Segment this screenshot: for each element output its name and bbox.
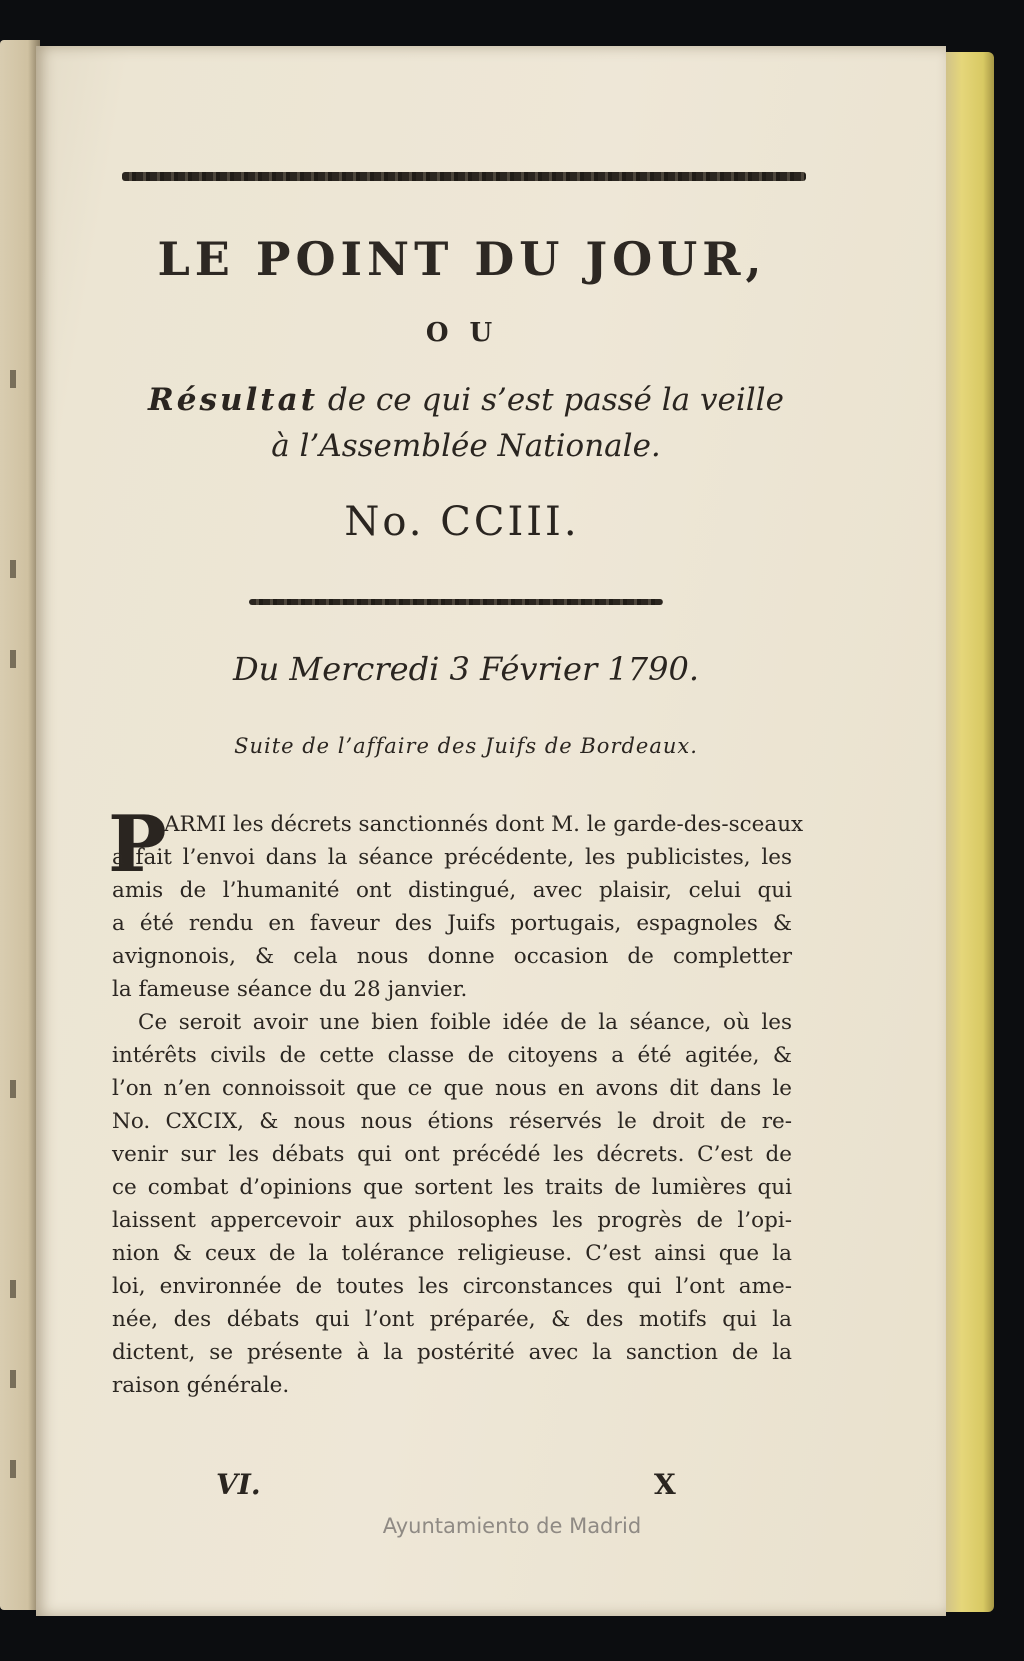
subtitle-line-1: [106, 382, 826, 418]
body-line: venir sur les débats qui ont précédé les décrets. C’est de: [112, 1142, 792, 1167]
body-line: loi, environnée de toutes les circonstances qui l’ont ame-: [112, 1274, 792, 1299]
newspaper-title: LE POINT DU JOUR,: [157, 232, 767, 286]
body-line: Ce seroit avoir une bien foible idée de la séance, où les: [138, 1010, 792, 1035]
body-line: No. CXCIX, & nous nous étions réservés le droit de re-: [112, 1109, 792, 1134]
body-line: a fait l’envoi dans la séance précédente, les publicistes, les: [112, 845, 792, 870]
body-line: raison générale.: [112, 1373, 290, 1398]
issue-number: No. CCIII.: [344, 499, 580, 545]
body-line: a été rendu en faveur des Juifs portugais, espagnoles &: [112, 911, 792, 936]
signature-mark-left: VI.: [216, 1468, 261, 1501]
body-line: dictent, se présente à la postérité avec la sanction de la: [112, 1340, 792, 1365]
middle-ornament-rule: [249, 599, 663, 605]
body-line: avignonois, & cela nous donne occasion de completter: [112, 944, 792, 969]
document-page: [36, 46, 946, 1616]
left-page-edge: [0, 40, 40, 1610]
body-line: ce combat d’opinions que sortent les traits de lumières qui: [112, 1175, 792, 1200]
subtitle-caps: Résultat: [148, 382, 319, 418]
body-line: la fameuse séance du 28 janvier.: [112, 977, 468, 1002]
signature-mark-right: X: [654, 1468, 676, 1501]
section-heading: Suite de l’affaire des Juifs de Bordeaux.: [234, 734, 698, 758]
body-line: amis de l’humanité ont distingué, avec plaisir, celui qui: [112, 878, 792, 903]
body-line: intérêts civils de cette classe de citoyens a été agitée, &: [112, 1043, 792, 1068]
body-line: nion & ceux de la tolérance religieuse. C’est ainsi que la: [112, 1241, 792, 1266]
page-edge-stack: [940, 52, 994, 1612]
subtitle-line-2: à l’Assemblée Nationale.: [271, 428, 661, 464]
body-line: laissent appercevoir aux philosophes les progrès de l’opi-: [112, 1208, 792, 1233]
title-conjunction: O U: [425, 318, 499, 348]
left-page-marks: [6, 40, 26, 1610]
top-ornament-rule: [122, 172, 806, 181]
watermark: Ayuntamiento de Madrid: [382, 1514, 642, 1538]
body-line: née, des débats qui l’ont préparée, & des motifs qui la: [112, 1307, 792, 1332]
issue-date: Du Mercredi 3 Février 1790.: [232, 650, 700, 688]
body-line: l’on n’en connoissoit que ce que nous en avons dit dans le: [112, 1076, 792, 1101]
subtitle-rest: de ce qui s’est passé la veille: [318, 382, 784, 418]
drop-cap: P: [108, 799, 167, 890]
body-line: ARMI les décrets sanctionnés dont M. le garde-des-sceaux: [164, 812, 804, 837]
